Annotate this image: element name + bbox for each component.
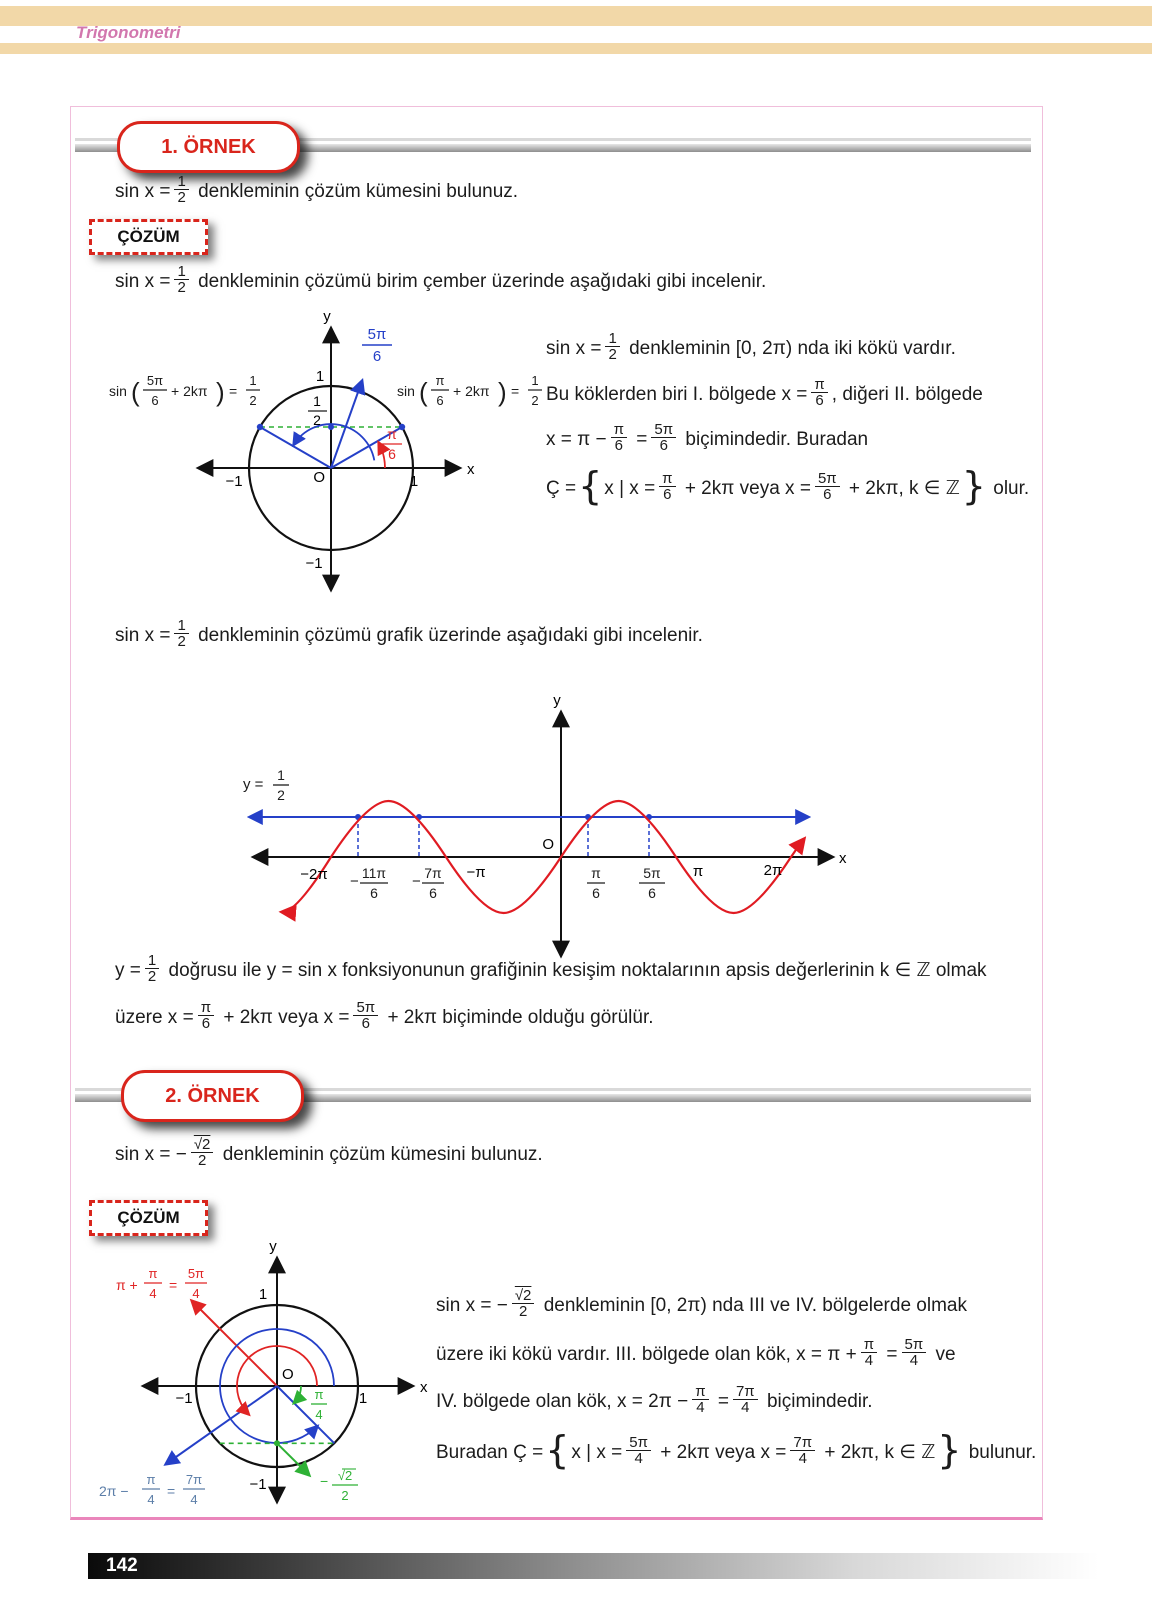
t: y =: [115, 960, 141, 981]
t: olmak: [935, 960, 987, 981]
solution1-badge-label: ÇÖZÜM: [117, 227, 180, 246]
ex2-line4: [436, 1425, 1036, 1479]
brace-close: }: [961, 463, 986, 508]
svg-text:+ 2kπ: + 2kπ: [453, 383, 490, 399]
x-axis-label: x: [839, 850, 847, 867]
label-pi6-red: [382, 426, 402, 462]
tick-pi: π: [692, 863, 704, 880]
frac-5pi-6: $\frac{5\pi}{6}$: [651, 422, 676, 455]
t: üzere iki kökü vardır. III. bölgede olan kök, x = π +: [436, 1344, 857, 1365]
angle-arc-pi6-red: [379, 443, 385, 468]
t: x = π −: [546, 429, 607, 450]
tick-1-top: 1: [258, 1286, 268, 1303]
example2-badge: [121, 1070, 304, 1122]
frac-1-2: $\frac{1}{2}$: [145, 953, 159, 986]
svg-text:6: 6: [151, 393, 159, 408]
tick-neg1-bottom: −1: [249, 1476, 267, 1493]
tick-1-top: 1: [315, 368, 325, 385]
t: + 2kπ veya x =: [223, 1007, 350, 1028]
t: denkleminin çözümü grafik üzerinde aşağıdaki gibi incelenir.: [198, 625, 703, 646]
svg-text:): ): [216, 377, 225, 407]
half-den: 2: [313, 412, 321, 428]
angle-arc-green-pi4: [294, 1386, 301, 1403]
t: + 2kπ veya x =: [684, 478, 811, 499]
tick-neg2pi: −2π: [300, 866, 328, 883]
t: denkleminin: [543, 1295, 646, 1316]
ex2-line3: [436, 1379, 1036, 1425]
svg-text:=: =: [167, 1483, 176, 1499]
svg-text:6: 6: [372, 348, 382, 365]
t: sin x =: [546, 338, 602, 359]
tick-negpi: −π: [466, 864, 486, 881]
example1-badge-label: 1. ÖRNEK: [161, 135, 256, 158]
intersection-dot-left: [257, 424, 263, 430]
ex2-line2: [436, 1331, 1036, 1379]
frac-1-2: $\frac{1}{2}$: [174, 618, 188, 651]
example2-explanation: [436, 1281, 1036, 1479]
svg-text:2: 2: [341, 1488, 349, 1503]
svg-text:1: 1: [531, 373, 539, 388]
frac-5pi-6: $\frac{5\pi}{6}$: [353, 1000, 378, 1033]
ex1-q-pre: sin x =: [115, 181, 171, 202]
frac-pi-6: $\frac{\pi}{6}$: [198, 1000, 214, 1033]
svg-text:2: 2: [531, 393, 539, 408]
tick-2pi: 2π: [763, 862, 783, 879]
solution2-badge-label: ÇÖZÜM: [117, 1208, 180, 1227]
label-green-neg-sqrt2-2: [320, 1468, 358, 1503]
svg-text:−: −: [412, 873, 421, 890]
svg-text:π +: π +: [116, 1277, 138, 1293]
ex1-line3: [546, 417, 1038, 463]
t: =: [886, 1344, 898, 1365]
t: denkleminin: [629, 338, 731, 359]
svg-text:1: 1: [249, 373, 257, 388]
header-band-bottom: [0, 43, 1152, 54]
t: Ç =: [546, 478, 577, 499]
integers-symbol: ℤ: [945, 477, 960, 499]
svg-text:1: 1: [277, 767, 285, 783]
solution2-badge: [89, 1200, 208, 1236]
t: =: [636, 429, 648, 450]
svg-text:7π: 7π: [185, 1472, 203, 1487]
example2-problem: [115, 1129, 543, 1181]
example1-explanation: [546, 325, 1038, 513]
svg-text:y =: y =: [243, 776, 264, 793]
label-5pi6-blue: [362, 326, 392, 365]
svg-text:√2: √2: [337, 1468, 353, 1483]
page-number: 142: [106, 1555, 138, 1576]
ex1-q-post: denkleminin çözüm kümesini bulunuz.: [198, 181, 519, 202]
t: nda III ve IV. bölgelerde olmak: [712, 1295, 967, 1316]
t: biçimindedir.: [766, 1391, 873, 1412]
svg-text:4: 4: [149, 1286, 157, 1301]
ex1-intro-pre: sin x =: [115, 271, 171, 292]
frac-pi-4: $\frac{\pi}{4}$: [692, 1384, 708, 1417]
tick-5pi6: [639, 865, 665, 901]
svg-text:11π: 11π: [361, 865, 387, 881]
frac-7pi-4: $\frac{7\pi}{4}$: [733, 1384, 758, 1417]
interval: [0, 2π): [650, 1295, 707, 1316]
half-num: 1: [313, 393, 321, 409]
svg-text:4: 4: [192, 1286, 200, 1301]
svg-text:π: π: [146, 1472, 156, 1487]
example1-intro: [115, 259, 766, 305]
svg-text:2: 2: [277, 787, 285, 803]
x-axis-label: x: [420, 1379, 428, 1396]
tick-neg1-left: −1: [225, 473, 243, 490]
brace-open: {: [545, 1427, 570, 1472]
t: =: [717, 1391, 729, 1412]
frac-pi-6: $\frac{\pi}{6}$: [811, 377, 827, 410]
svg-text:6: 6: [648, 885, 656, 901]
svg-text:sin: sin: [397, 383, 415, 399]
x-axis-label: x: [467, 461, 475, 478]
ray-5pi6: [260, 427, 331, 468]
svg-text:6: 6: [436, 393, 444, 408]
svg-text:(: (: [131, 377, 140, 407]
y-axis-label: y: [323, 308, 331, 325]
t: doğrusu ile y = sin x fonksiyonunun grafiğinin kesişim noktalarının apsis değerlerinin k ∈: [168, 960, 912, 981]
example1-conclusion: [115, 947, 1035, 1041]
t: olur.: [993, 478, 1030, 499]
frac-sqrt2-2: $\frac{√2}{2}$: [191, 1137, 214, 1170]
t: biçimindedir. Buradan: [685, 429, 869, 450]
frac-1-2: $\frac{1}{2}$: [174, 264, 188, 297]
solution1-badge: [89, 219, 208, 255]
ex1-line2: [546, 373, 1038, 417]
t: , diğeri II. bölgede: [831, 384, 983, 405]
unit-circle-diagram-1: [101, 305, 571, 597]
integers-symbol: ℤ: [921, 1441, 936, 1463]
frac-5pi-6: $\frac{5\pi}{6}$: [815, 471, 840, 504]
t: + 2kπ, k ∈: [824, 1442, 916, 1463]
integers-symbol: ℤ: [916, 959, 931, 981]
brace-open: {: [578, 463, 603, 508]
para-line2: [115, 994, 1035, 1041]
svg-text:π: π: [591, 865, 601, 881]
chapter-title: Trigonometri: [76, 23, 181, 42]
svg-text:4: 4: [315, 1407, 323, 1422]
equation-left-sin: [109, 373, 260, 408]
page-number-bar: [88, 1553, 1152, 1579]
y-axis-label: y: [553, 692, 561, 709]
svg-text:sin: sin: [109, 383, 127, 399]
svg-text:=: =: [229, 383, 238, 399]
frac-7pi-4: $\frac{7\pi}{4}$: [790, 1435, 815, 1468]
label-green-pi4: [311, 1387, 327, 1422]
t: IV. bölgede olan kök, x = 2π −: [436, 1391, 689, 1412]
label-red-5pi4: [116, 1266, 207, 1301]
tick-1-right: 1: [358, 1390, 368, 1407]
t: x | x =: [571, 1442, 623, 1463]
svg-text:2π −: 2π −: [99, 1483, 129, 1499]
svg-text:4: 4: [147, 1492, 155, 1507]
svg-text:π: π: [387, 426, 397, 442]
ex1-line1: [546, 325, 1038, 373]
svg-text:7π: 7π: [424, 865, 442, 881]
example1-graph-intro: [115, 613, 703, 659]
svg-text:π: π: [314, 1387, 324, 1402]
ray-red-5pi4-label: [192, 1301, 277, 1386]
sine-graph-diagram: [226, 687, 851, 963]
ex2-line1: [436, 1281, 1036, 1331]
t: bulunur.: [968, 1442, 1037, 1463]
svg-text:π: π: [435, 373, 445, 388]
green-pointer-arrow: [277, 1443, 309, 1475]
t: + 2kπ, k ∈: [848, 478, 941, 499]
svg-text:5π: 5π: [187, 1266, 205, 1281]
example1-problem: [115, 169, 518, 215]
t: sin x =: [115, 625, 171, 646]
axis-half-dot: [328, 424, 334, 430]
svg-text:5π: 5π: [146, 373, 164, 388]
brace-close: }: [937, 1427, 962, 1472]
line-label-y-half: [243, 767, 289, 803]
tick-neg1-left: −1: [175, 1390, 193, 1407]
frac-pi-6: $\frac{\pi}{6}$: [659, 471, 675, 504]
frac-pi-6: $\frac{\pi}{6}$: [611, 422, 627, 455]
t: sin x = −: [436, 1295, 508, 1316]
tick-pi6: [587, 865, 605, 901]
t: sin x = −: [115, 1144, 187, 1165]
rotation-arc-blue: [294, 424, 375, 460]
svg-text:6: 6: [370, 885, 378, 901]
svg-text:6: 6: [429, 885, 437, 901]
frac-5pi-4: $\frac{5\pi}{4}$: [902, 1337, 927, 1370]
svg-text:(: (: [419, 377, 428, 407]
content-box: [70, 106, 1043, 1520]
unit-circle-diagram-2: [86, 1235, 436, 1510]
svg-text:4: 4: [190, 1492, 198, 1507]
t: Buradan Ç =: [436, 1442, 544, 1463]
t: + 2kπ biçiminde olduğu görülür.: [387, 1007, 654, 1028]
svg-text:π: π: [148, 1266, 158, 1281]
frac-1-2: $\frac{1}{2}$: [174, 174, 188, 207]
para-line1: [115, 947, 1035, 994]
svg-text:5π: 5π: [367, 326, 387, 343]
svg-text:+ 2kπ: + 2kπ: [171, 383, 208, 399]
svg-text:2: 2: [249, 393, 257, 408]
svg-text:6: 6: [592, 885, 600, 901]
frac-pi-4: $\frac{\pi}{4}$: [861, 1337, 877, 1370]
equation-right-sin: [397, 373, 542, 408]
y-axis-label: y: [269, 1238, 277, 1255]
origin-label: O: [542, 836, 554, 853]
tick-neg1-bottom: −1: [305, 555, 323, 572]
intersection-dot-right: [399, 424, 405, 430]
t: Bu köklerden biri I. bölgede x =: [546, 384, 808, 405]
ex1-intro-post: denkleminin çözümü birim çember üzerinde aşağıdaki gibi incelenir.: [198, 271, 767, 292]
origin-label: O: [313, 469, 325, 486]
svg-text:5π: 5π: [643, 865, 661, 881]
ex1-line4: [546, 463, 1038, 513]
label-blue-7pi4: [99, 1472, 205, 1507]
svg-text:6: 6: [388, 446, 396, 462]
tick-1-right: 1: [409, 473, 419, 490]
example2-badge-label: 2. ÖRNEK: [165, 1084, 260, 1107]
t: + 2kπ veya x =: [660, 1442, 787, 1463]
t: nda iki kökü vardır.: [797, 338, 956, 359]
t: x | x =: [604, 478, 656, 499]
t: üzere x =: [115, 1007, 194, 1028]
frac-5pi-4: $\frac{5\pi}{4}$: [626, 1435, 651, 1468]
svg-text:): ): [498, 377, 507, 407]
frac-1-2: $\frac{1}{2}$: [605, 331, 619, 364]
frac-sqrt2-2: $\frac{√2}{2}$: [512, 1288, 535, 1321]
svg-text:=: =: [169, 1277, 178, 1293]
tick-neg7pi6: [412, 865, 444, 901]
t: denkleminin çözüm kümesini bulunuz.: [222, 1144, 543, 1165]
example1-badge: [117, 121, 300, 173]
t: ve: [935, 1344, 956, 1365]
tick-neg11pi6: [350, 865, 388, 901]
svg-text:−: −: [320, 1473, 329, 1489]
svg-text:−: −: [350, 873, 359, 890]
origin-label: O: [282, 1366, 294, 1383]
interval: [0, 2π): [735, 338, 793, 359]
dashed-guides: [358, 817, 649, 857]
svg-text:=: =: [511, 383, 520, 399]
